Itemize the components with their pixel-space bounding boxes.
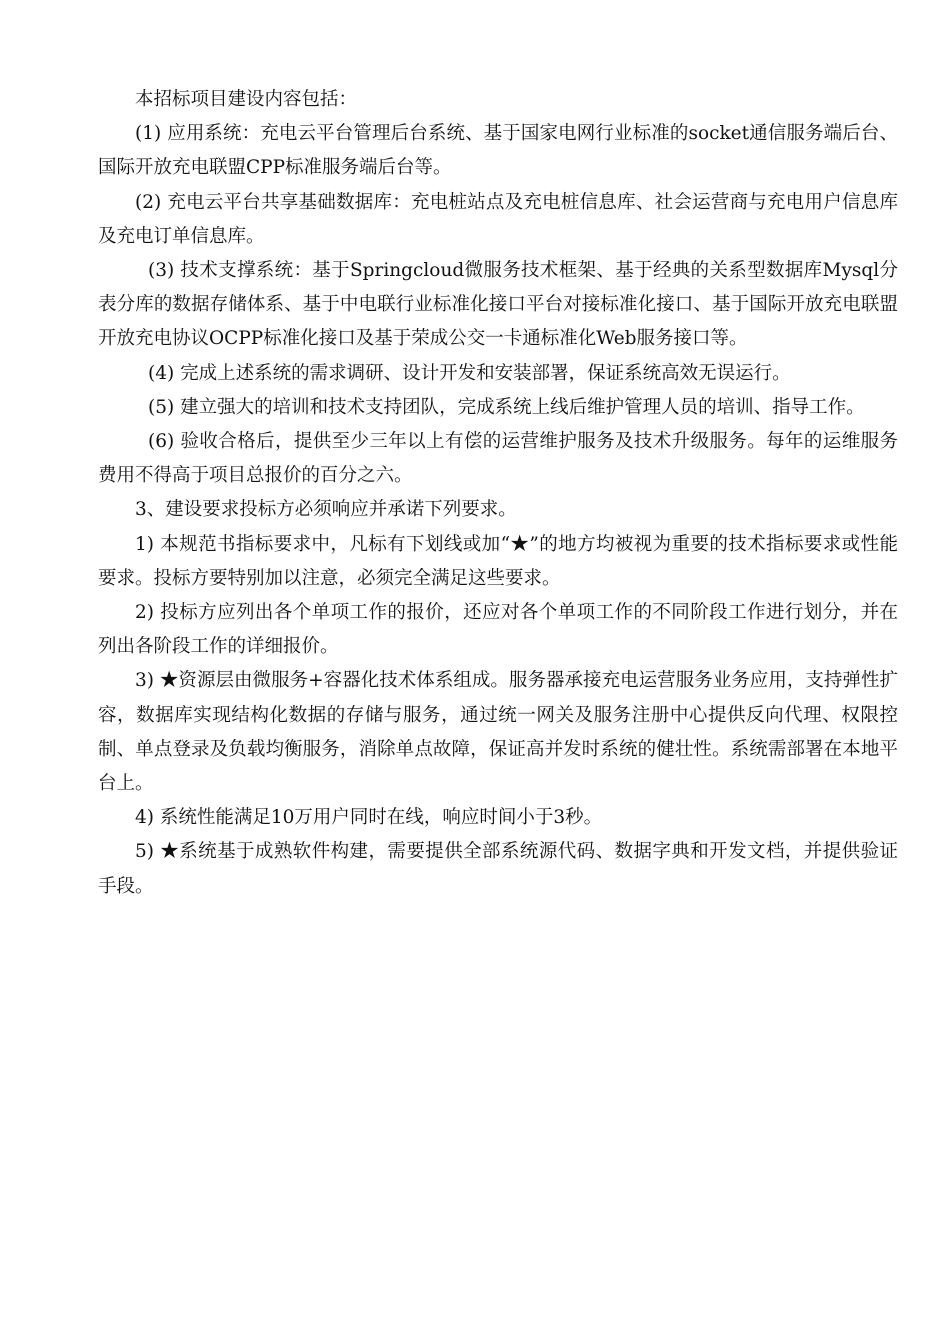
requirement-3: 3) ★资源层由微服务+容器化技术体系组成。服务器承接充电运营服务业务应用，支持弹性扩容，数据库实现结构化数据的存储与服务，通过统一网关及服务注册中心提供反向代理、权限控制、单点登录及负载均衡服务，消除单点故障，保证高并发时系统的健壮性。系统需部署在本地平台上。 (98, 670, 898, 795)
requirement-4: 4) 系统性能满足10万用户同时在线，响应时间小于3秒。 (135, 807, 603, 829)
content-item-2-shared-database: (2) 充电云平台共享基础数据库：充电桩站点及充电桩信息库、社会运营商与充电用户信息库及充电订单信息库。 (98, 191, 898, 247)
content-item-4-deployment: (4) 完成上述系统的需求调研、设计开发和安装部署，保证系统高效无误运行。 (148, 362, 791, 384)
content-item-1-application-system: (1) 应用系统：充电云平台管理后台系统、基于国家电网行业标准的socket通信服务端后台、国际开放充电联盟CPP标准服务端后台等。 (98, 123, 898, 179)
section-3-heading: 3、建设要求投标方必须响应并承诺下列要求。 (135, 499, 517, 521)
requirement-1: 1) 本规范书指标要求中，凡标有下划线或加“★”的地方均被视为重要的技术指标要求或性能要求。投标方要特别加以注意，必须完全满足这些要求。 (98, 533, 898, 589)
content-item-6-maintenance: (6) 验收合格后，提供至少三年以上有偿的运营维护服务及技术升级服务。每年的运维服务费用不得高于项目总报价的百分之六。 (98, 431, 898, 487)
requirement-5: 5) ★系统基于成熟软件构建，需要提供全部系统源代码、数据字典和开发文档，并提供验证手段。 (98, 841, 898, 897)
content-item-5-training: (5) 建立强大的培训和技术支持团队，完成系统上线后维护管理人员的培训、指导工作。 (148, 396, 865, 418)
document-page (98, 83, 898, 904)
requirement-2: 2) 投标方应列出各个单项工作的报价，还应对各个单项工作的不同阶段工作进行划分，并在列出各阶段工作的详细报价。 (98, 602, 898, 658)
intro-paragraph: 本招标项目建设内容包括： (135, 89, 358, 110)
content-item-3-tech-support-system: (3) 技术支撑系统：基于Springcloud微服务技术框架、基于经典的关系型数据库Mysql分表分库的数据存储体系、基于中电联行业标准化接口平台对接标准化接口、基于国际开放充电联盟开放充电协议OCPP标准化接口及基于荣成公交一卡通标准化Web服务接口等。 (98, 260, 898, 350)
